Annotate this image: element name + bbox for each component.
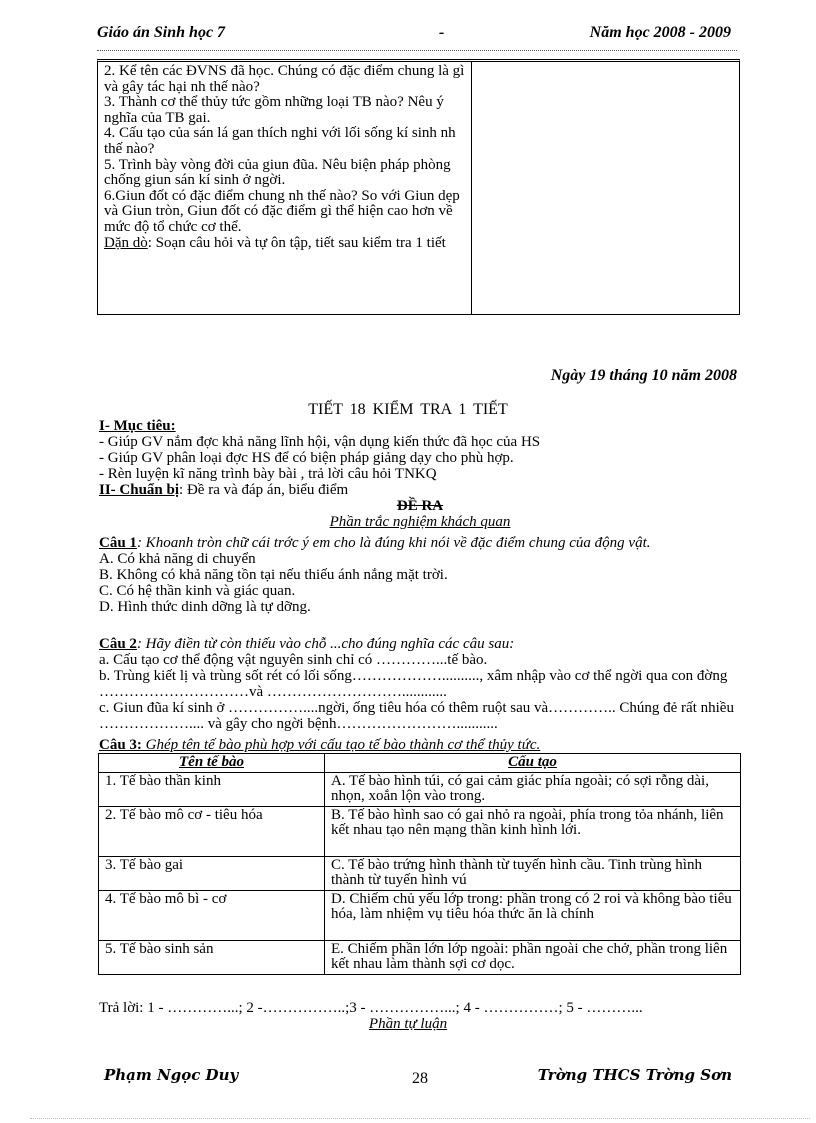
cell-structure: A. Tế bào hình túi, có gai cảm giác phía ngoài; có sợi rỗng dài, nhọn, xoắn lộn vào trong. [325,772,741,806]
question-1-option: C. Có hệ thần kinh và giác quan. [99,583,296,599]
column-header-structure: Cấu tạo [325,754,741,773]
objective-item: - Rèn luyện kĩ năng trình bày bài , trả lời câu hỏi TNKQ [99,466,437,482]
part2-title: Phần tự luận [368,1016,448,1032]
cell-name: 5. Tế bào sinh sản [99,940,325,974]
question-1-label: Câu 1 [99,535,137,551]
objective-item: - Giúp GV nắm đợc khả năng lĩnh hội, vận dụng kiến thức đã học của HS [99,434,541,450]
matching-table-header [99,754,741,773]
question-2-line: b. Trùng kiết lị và trùng sốt rét có lối sống……………….........., xâm nhập vào cơ thể ngời qua con đờng …………………………và ………………………............ [99,668,728,700]
part1-title: Phần trắc nghiệm khách quan [329,514,511,530]
footer-author: Phạm Ngọc Duy [104,1066,239,1084]
cell-name: 3. Tế bào gai [99,856,325,890]
homework-text: : Soạn câu hỏi và tự ôn tập, tiết sau kiểm tra 1 tiết [147,234,446,251]
cell-name: 2. Tế bào mô cơ - tiêu hóa [99,806,325,856]
question-2-label: Câu 2 [99,636,137,652]
question-2-stem [99,636,741,652]
header-subject: Giáo án Sinh học 7 [97,24,226,41]
table-row [99,856,741,890]
homework-line [104,236,465,252]
question-1-option: B. Không có khả năng tồn tại nếu thiếu ánh nắng mặt trời. [99,567,448,583]
table-row [99,940,741,974]
page-header [97,24,731,46]
question-3-prompt: Ghép tên tế bào phù hợp với cấu tạo tế bào thành cơ thể thủy tức. [141,737,541,753]
question-1-stem [99,535,741,551]
cell-structure: C. Tế bào trứng hình thành từ tuyến hình cầu. Tinh trùng hình thành từ tuyến hình vú [325,856,741,890]
preparation-text: : Đề ra và đáp án, biểu điểm [179,482,349,498]
review-question: 4. Cấu tạo của sán lá gan thích nghi với lối sống kí sinh nh thế nào? [104,125,456,157]
review-question: 5. Trình bày vòng đời của giun đũa. Nêu biện pháp phòng chống giun sán kí sinh ở ngời. [104,156,451,189]
page-footer [104,1066,732,1090]
cell-structure: D. Chiếm chủ yếu lớp trong: phần trong có 2 roi và không bào tiêu hóa, làm nhiệm vụ tiêu hóa thức ăn là chính [325,890,741,940]
exam-title: ĐỀ RA [396,498,444,514]
objectives-heading: I- Mục tiêu: [99,418,176,434]
footer-divider [30,1118,810,1119]
cell-name: 4. Tế bào mô bì - cơ [99,890,325,940]
answer-line: Trả lời: 1 - …………...; 2 -……………..;3 - ……………...; 4 - ……………; 5 - ………... [99,1000,643,1016]
preparation-line [99,482,741,498]
header-divider [97,50,737,51]
question-2-prompt: : Hãy điền từ còn thiếu vào chỗ ...cho đúng nghĩa các câu sau: [136,636,515,652]
objective-item: - Giúp GV phân loại đợc HS để có biện pháp giảng dạy cho phù hợp. [99,450,514,466]
table-row [99,806,741,856]
cell-structure: B. Tế bào hình sao có gai nhỏ ra ngoài, phía trong tỏa nhánh, liên kết nhau tạo nên mạng thần kinh hình lới. [325,806,741,856]
review-question: 2. Kể tên các ĐVNS đã học. Chúng có đặc điểm chung là gì và gây tác hại nh thế nào? [104,63,465,95]
header-school-year: Năm học 2008 - 2009 [589,24,731,41]
matching-table [98,753,741,975]
lesson-date: Ngày 19 tháng 10 năm 2008 [550,367,737,384]
question-1 [99,535,741,615]
objectives-section [99,418,741,530]
homework-label: Dặn dò [104,234,148,251]
question-2-line: c. Giun đũa kí sinh ở ……………....ngời, ống tiêu hóa có thêm ruột sau và………….. Chúng đẻ rất nhiều ……………….... và gây cho ngời bệnh……………………........... [99,700,734,732]
footer-school: Trờng THCS Trờng Sơn [537,1066,732,1084]
table-row [99,772,741,806]
question-1-prompt: : Khoanh tròn chữ cái trớc ý em cho là đúng khi nói về đặc điểm chung của động vật. [136,535,651,551]
question-1-option: A. Có khả năng di chuyển [99,551,256,567]
cell-name: 1. Tế bào thần kinh [99,772,325,806]
question-2-line: a. Cấu tạo cơ thể động vật nguyên sinh chỉ có …………...tế bào. [99,652,488,668]
question-3-stem [99,737,741,753]
question-3-label: Câu 3: [99,737,142,753]
page-number: 28 [412,1070,428,1087]
cell-structure: E. Chiếm phần lớn lớp ngoài: phần ngoài che chở, phần trong liên kết nhau làm thành sợi cơ dọc. [325,940,741,974]
review-question: 6.Giun đốt có đặc điểm chung nh thế nào? So với Giun dẹp và Giun tròn, Giun đốt có đặc điểm gì thể hiện cao hơn về mức độ tổ chức cơ thể. [104,187,460,235]
table-row [99,890,741,940]
review-question: 3. Thành cơ thể thủy tức gồm những loại TB nào? Nêu ý nghĩa của TB gai. [104,94,444,126]
question-1-option: D. Hình thức dinh dỡng là tự dỡng. [99,599,311,615]
question-2 [99,636,741,732]
review-table [97,59,740,315]
header-separator: - [439,24,445,41]
review-questions-cell [98,62,472,314]
preparation-heading: II- Chuẩn bị [99,482,180,498]
column-header-cell-name: Tên tế bào [99,754,325,773]
lesson-title: TIẾT 18 KIỂM TRA 1 TIẾT [308,401,508,418]
